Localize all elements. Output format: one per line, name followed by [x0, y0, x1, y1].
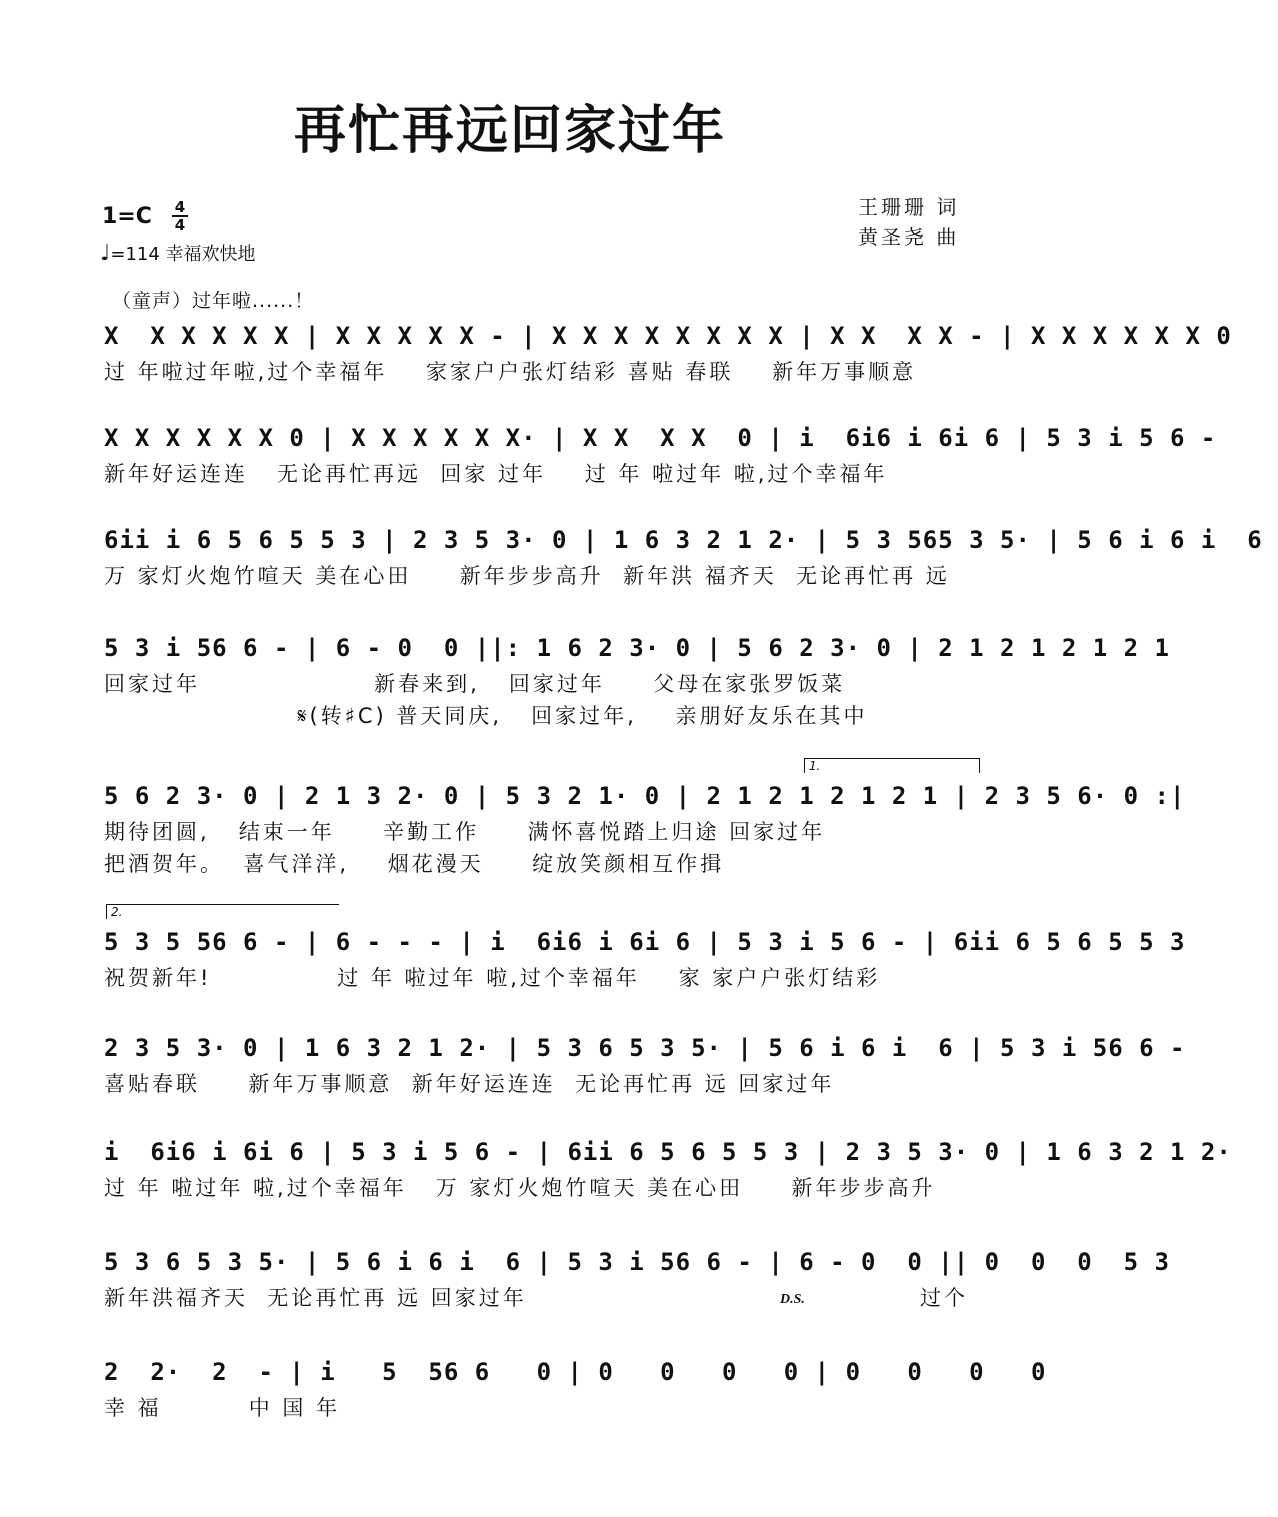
score-system-5 [104, 759, 1186, 880]
lyric-line-verse-2: 把酒贺年。 喜气洋洋, 烟花漫天 绽放笑颜相互作揖 [104, 852, 725, 876]
notation-row: 5 6 2 3· 0 | 2 1 3 2· 0 | 5 3 2 1· 0 | 2 1 2 1 2 1 2 1 | 2 3 5 6· 0 :| [104, 782, 1186, 810]
song-title: 再忙再远回家过年 [293, 101, 726, 161]
lyric-line: 万 家灯火炮竹喧天 美在心田 新年步步高升 新年洪 福齐天 无论再忙再 远 [104, 564, 950, 588]
notation-row: 5 3 6 5 3 5· | 5 6 i 6 i 6 | 5 3 i 56 6 - | 6 - 0 0 || 0 0 0 5 3 [104, 1248, 1186, 1276]
time-signature [172, 200, 188, 232]
dal-segno-mark: D.S. [780, 1292, 805, 1307]
composer: 黄圣尧 曲 [858, 225, 960, 249]
score-system-8 [104, 1134, 1248, 1204]
second-ending-bracket: 2. [106, 904, 339, 919]
lyric-line-verse-1: 期待团圆, 结束一年 辛勤工作 满怀喜悦踏上归途 回家过年 [104, 820, 826, 844]
lyric-line: 过 年啦过年啦,过个幸福年 家家户户张灯结彩 喜贴 春联 新年万事顺意 [104, 360, 917, 384]
lyric-line [104, 1282, 980, 1314]
key-signature: 1=C [102, 204, 152, 229]
notation-row: 5 3 i 56 6 - | 6 - 0 0 ||: 1 6 2 3· 0 | 5 6 2 3· 0 | 2 1 2 1 2 1 2 1 [104, 634, 1186, 662]
lyric-line-verse-2: 𝄋(转♯C) 普天同庆, 回家过年, 亲朋好友乐在其中 [104, 704, 868, 728]
tempo-marking [100, 240, 256, 266]
score-system-10 [104, 1354, 1062, 1424]
notation-row: 6ii i 6 5 6 5 5 3 | 2 3 5 3· 0 | 1 6 3 2 1 2· | 5 3 565 3 5· | 5 6 i 6 i 6 [104, 526, 1278, 554]
notation-row: 2 2· 2 - | i 5 56 6 0 | 0 0 0 0 | 0 0 0 0 [104, 1358, 1062, 1386]
score-system-4 [104, 630, 1186, 732]
score-system-7 [104, 1030, 1201, 1100]
first-ending-bracket: 1. [804, 758, 980, 773]
quarter-note-icon: ♩ [100, 241, 111, 266]
notation-row: 2 3 5 3· 0 | 1 6 3 2 1 2· | 5 3 6 5 3 5· | 5 6 i 6 i 6 | 5 3 i 56 6 - [104, 1034, 1201, 1062]
intro-note: （童声）过年啦......！ [112, 290, 315, 312]
score-system-1 [104, 318, 1248, 388]
lyric-line: 祝贺新年! 过 年 啦过年 啦,过个幸福年 家 家户户张灯结彩 [104, 966, 881, 990]
score-system-9 [104, 1244, 1186, 1314]
lyric-text: 新年洪福齐天 无论再忙再 远 回家过年 [104, 1286, 527, 1310]
lyric-line-verse-1: 回家过年 新春来到, 回家过年 父母在家张罗饭菜 [104, 672, 846, 696]
lyricist: 王珊珊 词 [858, 195, 960, 219]
time-signature-top: 4 [174, 198, 186, 216]
lyric-line: 喜贴春联 新年万事顺意 新年好运连连 无论再忙再 远 回家过年 [104, 1072, 835, 1096]
notation-row: X X X X X X | X X X X X - | X X X X X X X X | X X X X - | X X X X X X 0 [104, 322, 1248, 350]
credits [858, 192, 959, 252]
notation-row: 5 3 5 56 6 - | 6 - - - | i 6i6 i 6i 6 | 5 3 i 5 6 - | 6ii 6 5 6 5 5 3 [104, 928, 1201, 956]
lyric-end: 过个 [920, 1286, 968, 1310]
lyric-line: 新年好运连连 无论再忙再远 回家 过年 过 年 啦过年 啦,过个幸福年 [104, 462, 888, 486]
score-system-3 [104, 522, 1278, 592]
score-system-2 [104, 420, 1232, 490]
notation-row: i 6i6 i 6i 6 | 5 3 i 5 6 - | 6ii 6 5 6 5 5 3 | 2 3 5 3· 0 | 1 6 3 2 1 2· [104, 1138, 1248, 1166]
time-signature-bottom: 4 [174, 216, 186, 234]
score-system-6 [104, 905, 1201, 994]
notation-row: X X X X X X 0 | X X X X X X· | X X X X 0 | i 6i6 i 6i 6 | 5 3 i 5 6 - [104, 424, 1232, 452]
lyric-line: 幸 福 中 国 年 [104, 1396, 341, 1420]
lyric-line: 过 年 啦过年 啦,过个幸福年 万 家灯火炮竹喧天 美在心田 新年步步高升 [104, 1176, 936, 1200]
tempo-text: =114 幸福欢快地 [110, 244, 256, 265]
